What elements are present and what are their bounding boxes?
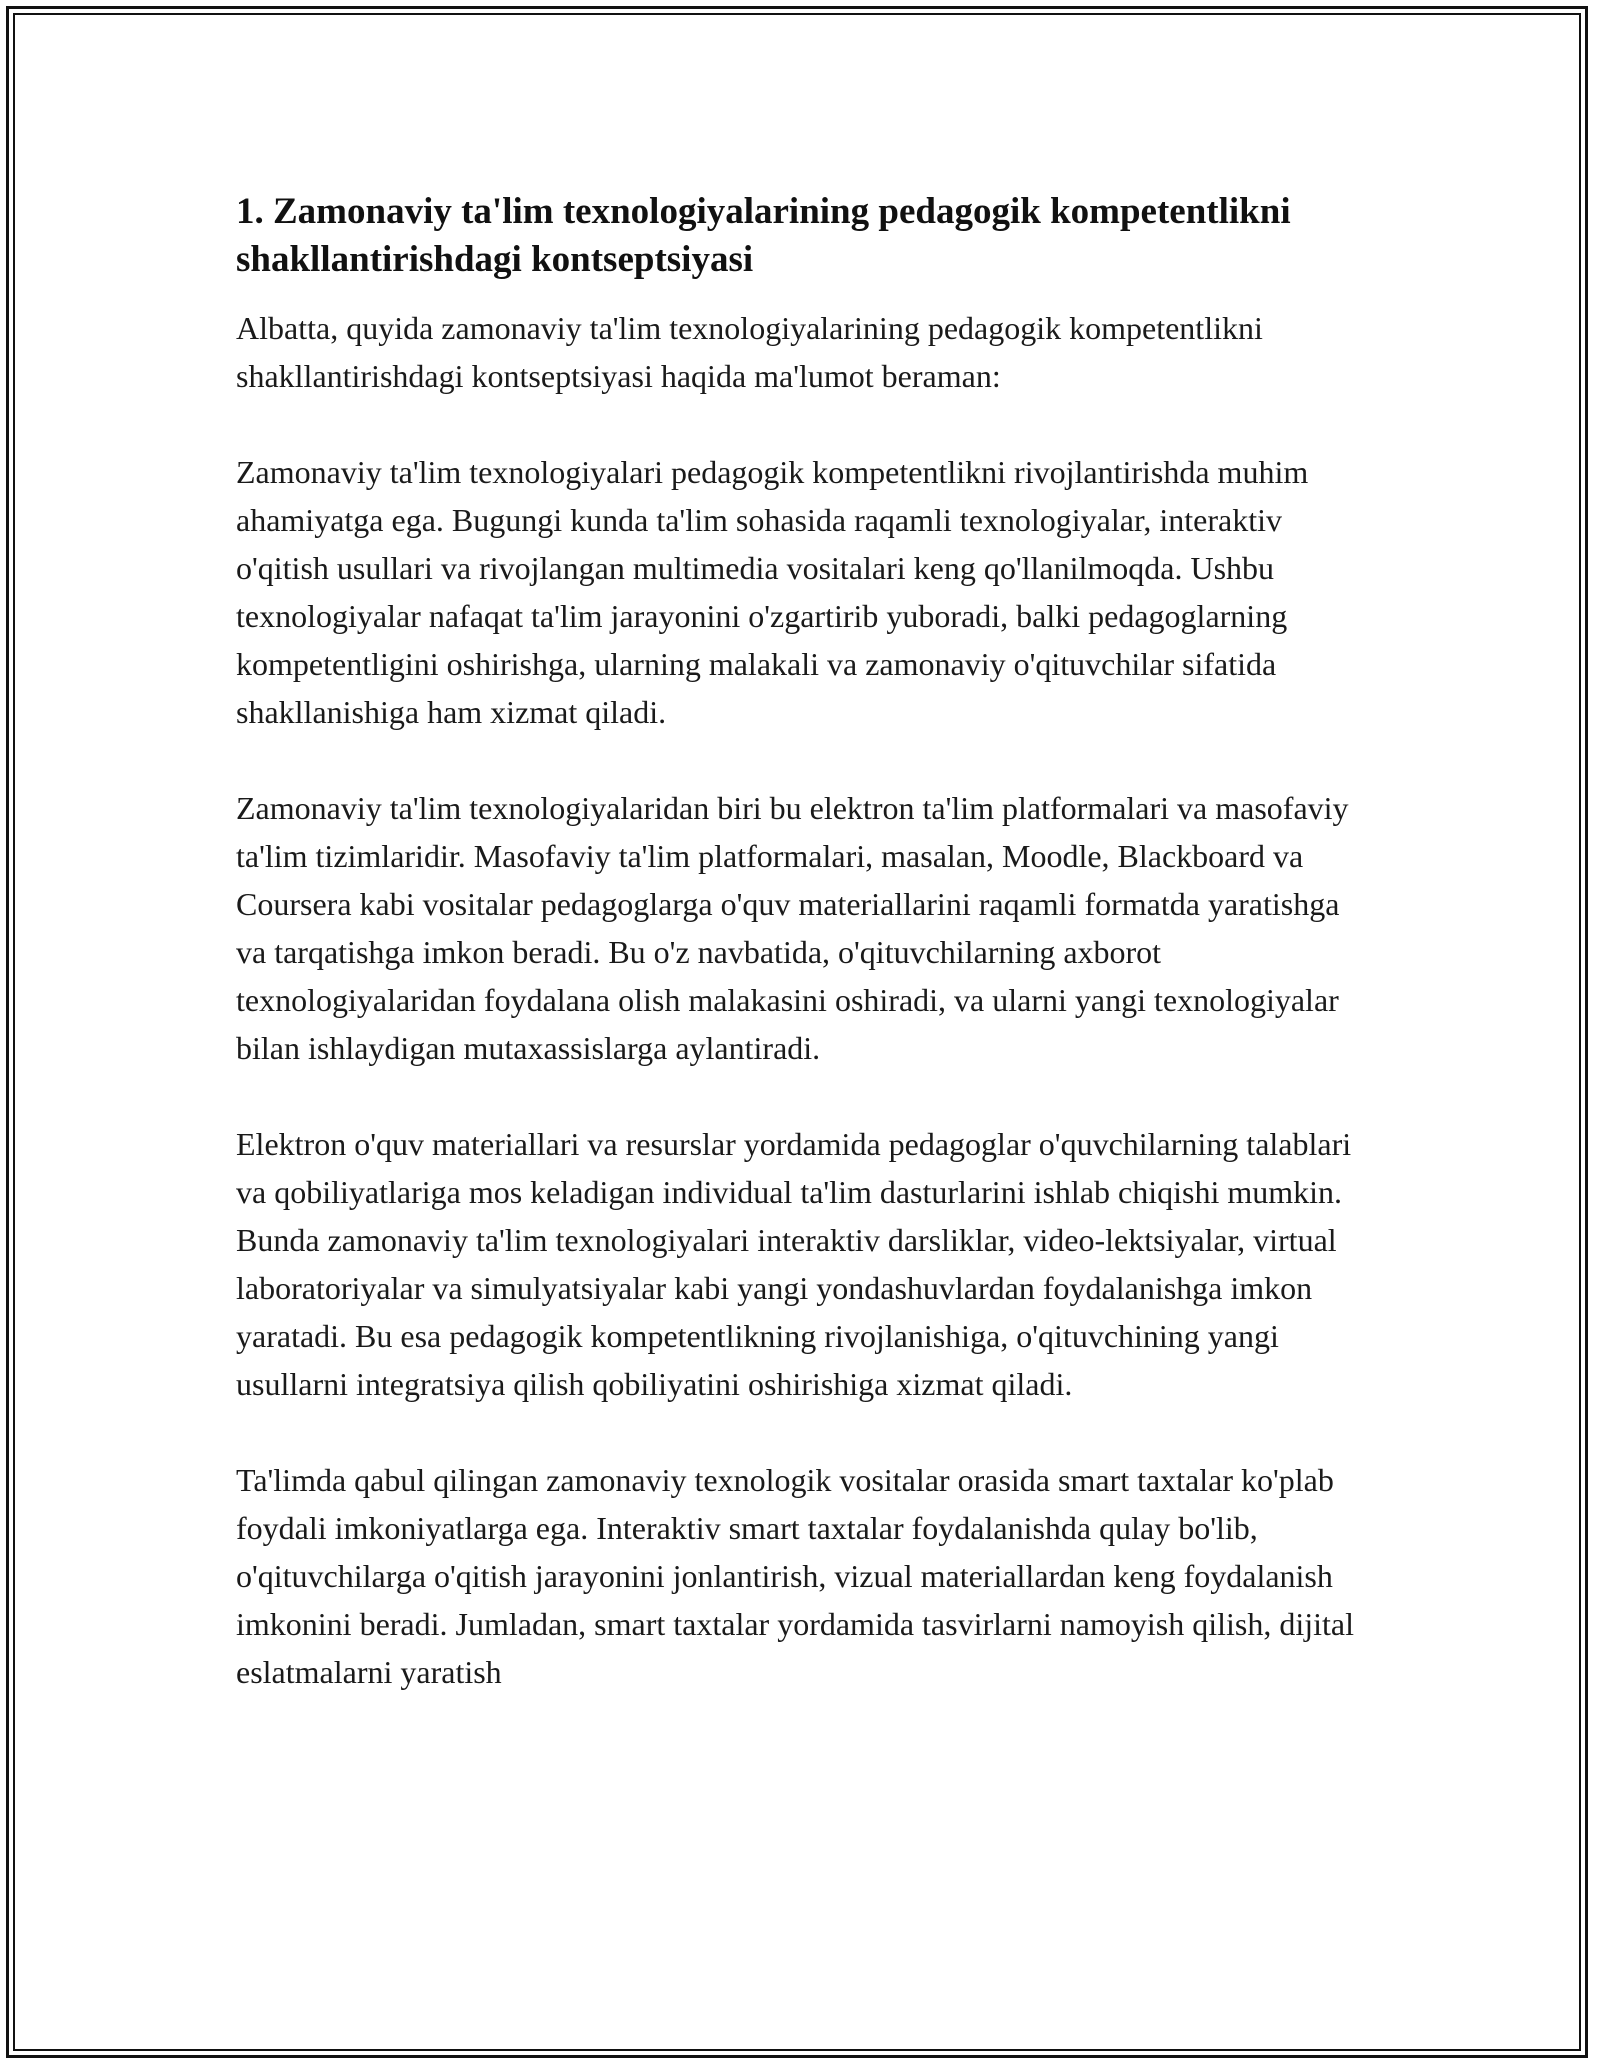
document-body — [236, 188, 1371, 1696]
body-paragraph-4: Ta'limda qabul qilingan zamonaviy texnologik vositalar orasida smart taxtalar ko'plab foydali imkoniyatlarga ega. Interaktiv smart taxtalar foydalanishda qulay bo'lib, o'qituvchilarga o'qitish jarayonini jonlantirish, vizual materiallardan keng foydalanish imkonini beradi. Jumladan, smart taxtalar yordamida tasvirlarni namoyish qilish, dijital eslatmalarni yaratish — [236, 1462, 1354, 1690]
body-paragraph-1: Zamonaviy ta'lim texnologiyalari pedagogik kompetentlikni rivojlantirishda muhim ahamiyatga ega. Bugungi kunda ta'lim sohasida raqamli texnologiyalar, interaktiv o'qitish usullari va rivojlangan multimedia vositalari keng qo'llanilmoqda. Ushbu texnologiyalar nafaqat ta'lim jarayonini o'zgartirib yuboradi, balki pedagoglarning kompetentligini oshirishga, ularning malakali va zamonaviy o'qituvchilar sifatida shakllanishiga ham xizmat qiladi. — [236, 454, 1309, 730]
intro-paragraph: Albatta, quyida zamonaviy ta'lim texnologiyalarining pedagogik kompetentlikni shakllantirishdagi kontseptsiyasi haqida ma'lumot beraman: — [236, 310, 1263, 394]
body-paragraph-3: Elektron o'quv materiallari va resurslar yordamida pedagoglar o'quvchilarning talablari va qobiliyatlariga mos keladigan individual ta'lim dasturlarini ishlab chiqishi mumkin. Bunda zamonaviy ta'lim texnologiyalari interaktiv darsliklar, video-lektsiyalar, virtual laboratoriyalar va simulyatsiyalar kabi yangi yondashuvlardan foydalanishga imkon yaratadi. Bu esa pedagogik kompetentlikning rivojlanishiga, o'qituvchining yangi usullarni integratsiya qilish qobiliyatini oshirishiga xizmat qiladi. — [236, 1126, 1352, 1402]
section-heading: 1. Zamonaviy ta'lim texnologiyalarining pedagogik kompetentlikni shakllantirishdagi kontseptsiyasi — [236, 191, 1291, 280]
body-paragraph-2: Zamonaviy ta'lim texnologiyalaridan biri bu elektron ta'lim platformalari va masofaviy ta'lim tizimlaridir. Masofaviy ta'lim platformalari, masalan, Moodle, Blackboard va Coursera kabi vositalar pedagoglarga o'quv materiallarini raqamli formatda yaratishga va tarqatishga imkon beradi. Bu o'z navbatida, o'qituvchilarning axborot texnologiyalaridan foydalana olish malakasini oshiradi, va ularni yangi texnologiyalar bilan ishlaydigan mutaxassislarga aylantiradi. — [236, 790, 1349, 1066]
